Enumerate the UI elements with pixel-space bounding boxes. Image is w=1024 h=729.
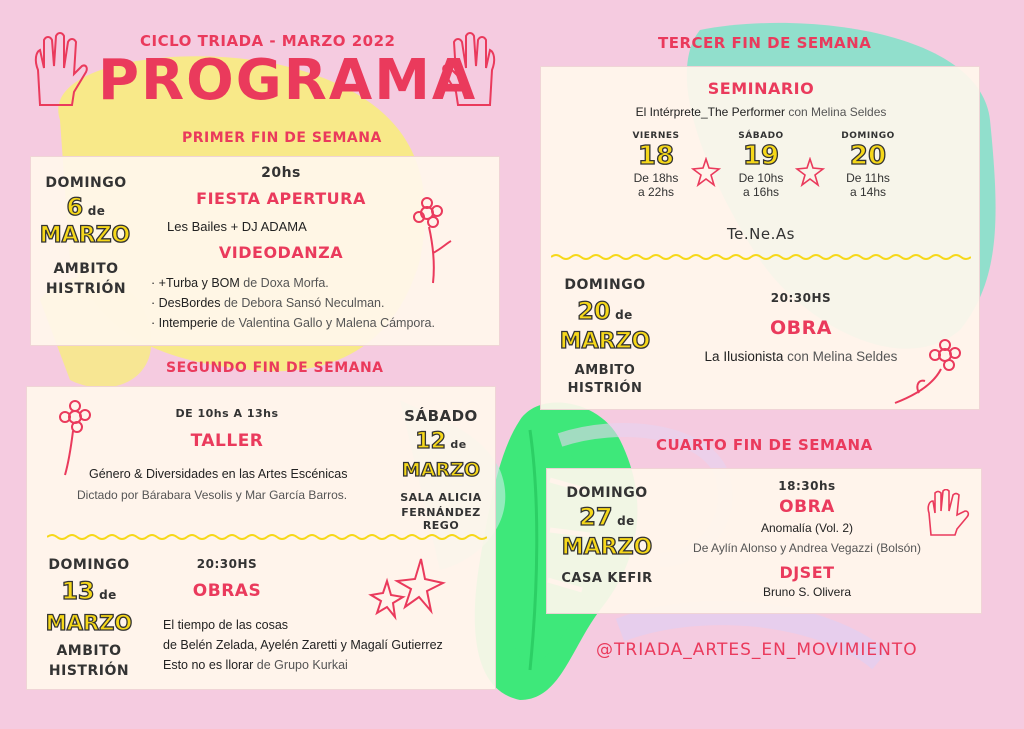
taller-date-de: de xyxy=(450,438,467,451)
week1-event2-title: VIDEODANZA xyxy=(218,243,344,262)
taller-day: SÁBADO xyxy=(404,407,478,425)
list-item: · DesBordes de Debora Sansó Neculman. xyxy=(151,296,385,310)
week3-heading: TERCER FIN DE SEMANA xyxy=(658,34,872,52)
week3-obra-venue-line1: AMBITO xyxy=(574,363,636,378)
taller-date-number: 12 xyxy=(415,429,446,454)
week1-month: MARZO xyxy=(39,223,131,248)
seminar-line xyxy=(561,105,961,119)
week4-date xyxy=(557,503,657,531)
divider xyxy=(47,533,487,541)
seminar-day-3: DOMINGO 20 De 11hs a 14hs xyxy=(841,131,895,199)
week4-heading: CUARTO FIN DE SEMANA xyxy=(656,436,873,454)
obras-venue-line2: HISTRIÓN xyxy=(48,663,130,679)
week4-obra-title: OBRA xyxy=(779,497,835,517)
week4-card xyxy=(546,468,982,614)
seminar-work: El Intérprete_The Performer xyxy=(635,105,785,119)
week2-card xyxy=(26,386,496,690)
star-icon xyxy=(367,555,447,625)
week3-obra-work: La Ilusionista xyxy=(704,349,784,364)
flower-icon xyxy=(51,397,101,477)
week1-venue-line1: AMBITO xyxy=(53,261,119,277)
week1-day: DOMINGO xyxy=(45,175,127,191)
week1-date-de: de xyxy=(87,204,106,218)
taller-date xyxy=(391,429,491,454)
obras-day: DOMINGO xyxy=(48,557,130,573)
week4-date-number: 27 xyxy=(579,503,613,531)
week3-obra-venue-line2: HISTRIÓN xyxy=(567,381,643,396)
obras-title: OBRAS xyxy=(192,581,262,601)
week4-day: DOMINGO xyxy=(566,485,648,501)
list-item: de Belén Zelada, Ayelén Zaretti y Magalí Gutierrez xyxy=(163,638,443,652)
week3-obra-title: OBRA xyxy=(770,317,832,339)
list-item: · Intemperie de Valentina Gallo y Malena Cámpora. xyxy=(151,316,435,330)
hand-right-icon xyxy=(925,489,975,539)
obras-venue-line1: AMBITO xyxy=(56,643,122,659)
flower-icon xyxy=(891,337,971,407)
taller-venue-line2: FERNÁNDEZ REGO xyxy=(401,506,481,532)
list-item: · +Turba y BOM de Doxa Morfa. xyxy=(151,276,329,290)
week3-obra-time: 20:30HS xyxy=(770,291,832,305)
divider xyxy=(551,253,971,261)
star-icon xyxy=(795,157,825,187)
taller-title: TALLER xyxy=(190,431,264,451)
flower-icon xyxy=(411,195,461,285)
week1-venue-line2: HISTRIÓN xyxy=(45,281,127,297)
seminar-day-2: SÁBADO 19 De 10hs a 16hs xyxy=(738,131,784,199)
star-icon xyxy=(691,157,721,187)
week1-event1-title: FIESTA APERTURA xyxy=(196,189,366,208)
taller-by: Dictado por Bárabara Vesolis y Mar García Barros. xyxy=(77,488,348,502)
week4-month: MARZO xyxy=(561,535,653,560)
obras-date-de: de xyxy=(99,588,117,602)
week1-date xyxy=(41,193,131,221)
week1-time: 20hs xyxy=(261,165,301,181)
taller-venue-line1: SALA ALICIA xyxy=(400,491,482,504)
week3-obra-date-number: 20 xyxy=(577,297,611,325)
social-handle: @TRIADA_ARTES_EN_MOVIMIENTO xyxy=(596,640,918,660)
week3-obra-date-de: de xyxy=(615,308,633,322)
week1-card xyxy=(30,156,500,346)
seminar-with: con Melina Seldes xyxy=(785,105,887,119)
week3-obra-date xyxy=(555,297,655,325)
week1-event1-line: Les Bailes + DJ ADAMA xyxy=(167,219,307,234)
week4-time: 18:30hs xyxy=(778,479,836,493)
obras-date-number: 13 xyxy=(61,577,95,605)
obras-month: MARZO xyxy=(45,611,133,635)
taller-time: DE 10hs A 13hs xyxy=(175,407,279,420)
hand-right-icon xyxy=(440,30,500,110)
taller-subject: Género & Diversidades en las Artes Escénicas xyxy=(89,467,348,481)
week4-obra-authors: De Aylín Alonso y Andrea Vegazzi (Bolsón) xyxy=(693,541,921,555)
obras-time: 20:30HS xyxy=(196,557,258,571)
week2-heading: SEGUNDO FIN DE SEMANA xyxy=(166,360,384,376)
list-item: Esto no es llorar de Grupo Kurkai xyxy=(163,658,348,672)
seminar-venue: Te.Ne.As xyxy=(727,225,795,243)
week3-obra-month: MARZO xyxy=(559,329,651,354)
videodanza-list xyxy=(151,273,435,333)
week3-obra-day: DOMINGO xyxy=(564,277,646,293)
week4-obra-work: Anomalía (Vol. 2) xyxy=(760,521,854,535)
hand-left-icon xyxy=(30,30,90,110)
taller-month: MARZO xyxy=(401,459,481,481)
list-item: El tiempo de las cosas xyxy=(163,618,289,632)
djset-title: DJSET xyxy=(779,563,835,582)
obras-date xyxy=(41,577,137,605)
week3-card xyxy=(540,66,980,410)
djset-artist: Bruno S. Olivera xyxy=(762,585,852,599)
week4-venue: CASA KEFIR xyxy=(561,571,653,586)
week1-heading: PRIMER FIN DE SEMANA xyxy=(182,130,382,146)
seminar-title: SEMINARIO xyxy=(707,79,815,98)
cycle-title: CICLO TRIADA - MARZO 2022 xyxy=(140,32,396,50)
seminar-day-1: VIERNES 18 De 18hs a 22hs xyxy=(632,131,680,199)
week4-date-de: de xyxy=(617,514,635,528)
page-title: PROGRAMA xyxy=(98,48,478,113)
week3-obra-with: con Melina Seldes xyxy=(783,349,898,364)
week1-date-number: 6 xyxy=(66,193,84,221)
